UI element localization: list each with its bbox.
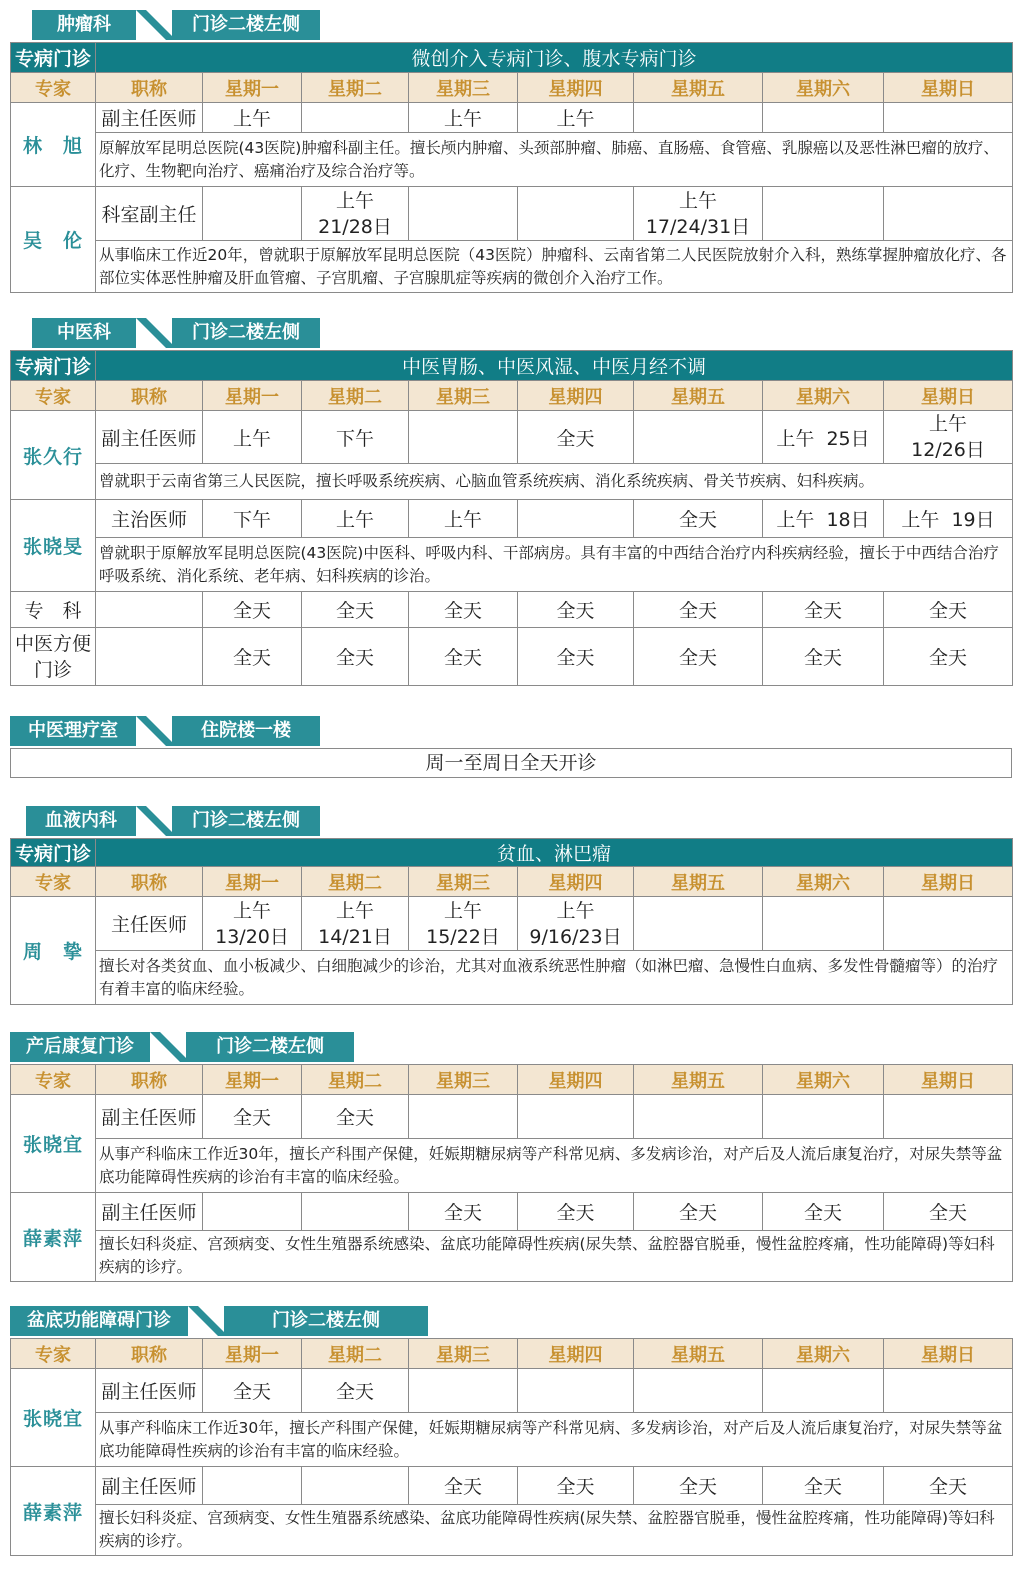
doctor-title: 科室副主任: [96, 187, 203, 241]
slot-fri: 全天: [634, 592, 763, 628]
slot-time: 上午: [556, 899, 595, 922]
slot-tue: 全天: [302, 1095, 409, 1139]
col-thu: 星期四: [518, 1339, 634, 1369]
slot-wed: 上午: [409, 103, 518, 133]
schedule-table: [10, 42, 1013, 293]
special-row: [11, 351, 1013, 381]
slot-time: 上午: [335, 189, 374, 212]
slot-wed: 全天: [409, 592, 518, 628]
slot-sun: [884, 897, 1013, 951]
col-tue: 星期二: [302, 1339, 409, 1369]
slot-fri: 全天: [634, 500, 763, 538]
open-note: 周一至周日全天开诊: [10, 748, 1012, 778]
col-title: 职称: [96, 867, 203, 897]
slot-dates: 15/22日: [426, 925, 500, 948]
schedule-table: [10, 838, 1013, 1005]
doctor-title: 副主任医师: [96, 1193, 203, 1231]
table-row: [11, 411, 1013, 464]
slot-wed: [409, 411, 518, 464]
col-sat: 星期六: [763, 381, 884, 411]
slot-tue: [302, 103, 409, 133]
doctor-name: 吴 伦: [11, 187, 96, 293]
section-postpartum: [10, 1032, 1012, 1282]
slot-sat: [763, 1095, 884, 1139]
col-mon: 星期一: [203, 381, 302, 411]
dept-label: 产后康复门诊: [10, 1032, 150, 1062]
location-label: 门诊二楼左侧: [186, 1032, 354, 1062]
slot-sat: 全天: [763, 592, 884, 628]
slot-sat: [763, 187, 884, 241]
slot-sun: 全天: [884, 1467, 1013, 1505]
doctor-title: 副主任医师: [96, 411, 203, 464]
special-value: 贫血、淋巴瘤: [96, 839, 1013, 867]
table-row: [11, 1095, 1013, 1139]
col-thu: 星期四: [518, 1065, 634, 1095]
slot-sun: [884, 103, 1013, 133]
col-sat: 星期六: [763, 867, 884, 897]
slot-sun: [884, 411, 1013, 464]
slot-tue: [302, 897, 409, 951]
doctor-desc: 从事临床工作近20年，曾就职于原解放军昆明总医院（43医院）肿瘤科、云南省第二人民医院放射介入科，熟练掌握肿瘤放化疗、各部位实体恶性肿瘤及肝血管瘤、子宫肌瘤、子宫腺肌症等疾病的微创介入治疗工作。: [96, 241, 1013, 293]
doctor-title: 副主任医师: [96, 1095, 203, 1139]
slot-thu: 全天: [518, 592, 634, 628]
col-title: 职称: [96, 1339, 203, 1369]
header-row: [11, 1065, 1013, 1095]
doctor-desc: 曾就职于原解放军昆明总医院(43医院)中医科、呼吸内科、干部病房。具有丰富的中西结合治疗内科疾病经验，擅长于中西结合治疗呼吸系统、消化系统、老年病、妇科疾病的诊治。: [96, 538, 1013, 592]
slot-tue: [302, 1467, 409, 1505]
slot-time: 上午: [335, 899, 374, 922]
slot-fri: [634, 897, 763, 951]
slot-sat: [763, 103, 884, 133]
col-sun: 星期日: [884, 1339, 1013, 1369]
slot-fri: [634, 1369, 763, 1413]
desc-row: [11, 538, 1013, 592]
doctor-name: 张久行: [11, 411, 96, 500]
doctor-name: 薛素萍: [11, 1193, 96, 1282]
location-label: 门诊二楼左侧: [172, 318, 320, 348]
slot-fri: [634, 103, 763, 133]
header-row: [11, 381, 1013, 411]
doctor-title: 副主任医师: [96, 1467, 203, 1505]
col-fri: 星期五: [634, 381, 763, 411]
slot-wed: [409, 897, 518, 951]
slot-sun: 全天: [884, 628, 1013, 686]
slot-fri: 全天: [634, 628, 763, 686]
slot-fri: 全天: [634, 1467, 763, 1505]
slot-mon: 上午: [203, 103, 302, 133]
col-wed: 星期三: [409, 73, 518, 103]
row-name: [11, 628, 96, 686]
dept-label: 中医科: [32, 318, 136, 348]
col-thu: 星期四: [518, 867, 634, 897]
table-row: [11, 500, 1013, 538]
col-fri: 星期五: [634, 867, 763, 897]
desc-row: [11, 1413, 1013, 1467]
slot-tue: 上午: [302, 500, 409, 538]
dept-label: 中医理疗室: [10, 716, 136, 746]
slot-thu: 全天: [518, 1467, 634, 1505]
desc-row: [11, 241, 1013, 293]
special-value: 微创介入专病门诊、腹水专病门诊: [96, 43, 1013, 73]
slot-tue: [302, 187, 409, 241]
slot-dates: 21/28日: [318, 215, 392, 238]
desc-row: [11, 1231, 1013, 1282]
slot-mon: [203, 1193, 302, 1231]
col-thu: 星期四: [518, 381, 634, 411]
special-label: 专病门诊: [11, 839, 96, 867]
slot-thu: [518, 500, 634, 538]
slot-dates: 17/24/31日: [645, 215, 751, 238]
slot-time: 上午: [929, 413, 968, 435]
slot-mon: 上午: [203, 411, 302, 464]
doctor-title: 副主任医师: [96, 1369, 203, 1413]
col-expert: 专家: [11, 1065, 96, 1095]
col-tue: 星期二: [302, 381, 409, 411]
slot-mon: 下午: [203, 500, 302, 538]
schedule-table: [10, 1064, 1013, 1282]
schedule-table: [10, 350, 1013, 686]
location-label: 住院楼一楼: [172, 716, 320, 746]
section-tcm-therapy: [10, 716, 1012, 778]
location-label: 门诊二楼左侧: [172, 10, 320, 40]
section-tab: [10, 1306, 1012, 1338]
doctor-name: 张晓宜: [11, 1095, 96, 1193]
header-row: [11, 1339, 1013, 1369]
row-name-line1: 中医方便: [14, 632, 91, 655]
col-fri: 星期五: [634, 1339, 763, 1369]
doctor-title: 主治医师: [96, 500, 203, 538]
section-tab: [10, 318, 1012, 350]
doctor-name: 林 旭: [11, 103, 96, 187]
doctor-desc: 从事产科临床工作近30年，擅长产科围产保健，妊娠期糖尿病等产科常见病、多发病诊治，对产后及人流后康复治疗，对尿失禁等盆底功能障碍性疾病的诊治有丰富的临床经验。: [96, 1413, 1013, 1467]
slot-sun: [884, 1369, 1013, 1413]
doctor-desc: 原解放军昆明总医院(43医院)肿瘤科副主任。擅长颅内肿瘤、头颈部肿瘤、肺癌、直肠癌、食管癌、乳腺癌以及恶性淋巴瘤的放疗、化疗、生物靶向治疗、癌痛治疗及综合治疗等。: [96, 133, 1013, 187]
desc-row: [11, 1505, 1013, 1556]
table-row: [11, 1369, 1013, 1413]
table-row: [11, 592, 1013, 628]
slot-sat: 上午 18日: [763, 500, 884, 538]
slot-wed: 全天: [409, 1467, 518, 1505]
col-expert: 专家: [11, 867, 96, 897]
doctor-desc: 擅长妇科炎症、宫颈病变、女性生殖器系统感染、盆底功能障碍性疾病(尿失禁、盆腔器官脱垂，慢性盆腔疼痛，性功能障碍)等妇科疾病的诊疗。: [96, 1505, 1013, 1556]
slot-sun: 全天: [884, 1193, 1013, 1231]
slot-sun: 全天: [884, 592, 1013, 628]
slot-time: 上午: [678, 189, 717, 212]
slot-tue: [302, 1193, 409, 1231]
section-tcm: [10, 318, 1012, 686]
slot-thu: [518, 1095, 634, 1139]
slot-mon: [203, 187, 302, 241]
col-wed: 星期三: [409, 867, 518, 897]
section-oncology: [10, 10, 1012, 293]
doctor-name: 张晓旻: [11, 500, 96, 592]
slot-sun: [884, 1095, 1013, 1139]
slot-dates: 14/21日: [318, 925, 392, 948]
col-title: 职称: [96, 73, 203, 103]
dept-label: 盆底功能障碍门诊: [10, 1306, 188, 1336]
table-row: [11, 103, 1013, 133]
slot-tue: 下午: [302, 411, 409, 464]
header-row: [11, 73, 1013, 103]
slot-sat: 全天: [763, 628, 884, 686]
doctor-desc: 擅长对各类贫血、血小板减少、白细胞减少的诊治，尤其对血液系统恶性肿瘤（如淋巴瘤、急慢性白血病、多发性骨髓瘤等）的治疗有着丰富的临床经验。: [96, 951, 1013, 1005]
col-expert: 专家: [11, 381, 96, 411]
col-fri: 星期五: [634, 1065, 763, 1095]
slot-time: 上午: [443, 899, 482, 922]
slot-thu: 上午: [518, 103, 634, 133]
col-wed: 星期三: [409, 1339, 518, 1369]
special-row: [11, 43, 1013, 73]
doctor-name: 薛素萍: [11, 1467, 96, 1556]
col-mon: 星期一: [203, 73, 302, 103]
col-sat: 星期六: [763, 1339, 884, 1369]
special-label: 专病门诊: [11, 43, 96, 73]
col-mon: 星期一: [203, 1065, 302, 1095]
slot-wed: [409, 187, 518, 241]
slot-tue: 全天: [302, 1369, 409, 1413]
section-hematology: [10, 806, 1012, 1005]
slot-thu: [518, 1369, 634, 1413]
col-title: 职称: [96, 1065, 203, 1095]
slot-mon: 全天: [203, 628, 302, 686]
doctor-name: 周 挚: [11, 897, 96, 1005]
table-row: [11, 897, 1013, 951]
slot-thu: [518, 187, 634, 241]
slot-mon: [203, 1467, 302, 1505]
dept-label: 肿瘤科: [32, 10, 136, 40]
col-mon: 星期一: [203, 867, 302, 897]
special-row: [11, 839, 1013, 867]
slot-mon: [203, 897, 302, 951]
col-wed: 星期三: [409, 1065, 518, 1095]
slot-dates: 9/16/23日: [529, 925, 622, 948]
desc-row: [11, 951, 1013, 1005]
slot-sun: [884, 187, 1013, 241]
slot-dates: 13/20日: [215, 925, 289, 948]
col-tue: 星期二: [302, 867, 409, 897]
slot-tue: 全天: [302, 592, 409, 628]
slot-wed: 全天: [409, 628, 518, 686]
slot-time: 上午: [232, 899, 271, 922]
doctor-title: 主任医师: [96, 897, 203, 951]
table-row: [11, 1193, 1013, 1231]
col-sat: 星期六: [763, 73, 884, 103]
header-row: [11, 867, 1013, 897]
slot-sat: [763, 1369, 884, 1413]
section-tab: [10, 806, 1012, 838]
special-label: 专病门诊: [11, 351, 96, 381]
slot-sat: 全天: [763, 1467, 884, 1505]
col-sun: 星期日: [884, 73, 1013, 103]
col-expert: 专家: [11, 1339, 96, 1369]
slot-sun: 上午 19日: [884, 500, 1013, 538]
section-pelvic-floor: [10, 1306, 1012, 1556]
col-sat: 星期六: [763, 1065, 884, 1095]
slot-sat: [763, 897, 884, 951]
slot-sat: 上午 25日: [763, 411, 884, 464]
special-value: 中医胃肠、中医风湿、中医月经不调: [96, 351, 1013, 381]
slot-fri: [634, 411, 763, 464]
col-fri: 星期五: [634, 73, 763, 103]
section-tab: [10, 716, 1012, 748]
col-wed: 星期三: [409, 381, 518, 411]
desc-row: [11, 133, 1013, 187]
col-tue: 星期二: [302, 73, 409, 103]
schedule-table: [10, 1338, 1013, 1556]
slot-mon: 全天: [203, 1095, 302, 1139]
slot-wed: [409, 1369, 518, 1413]
row-name-line2: 门诊: [33, 658, 72, 681]
slot-thu: 全天: [518, 411, 634, 464]
location-label: 门诊二楼左侧: [224, 1306, 428, 1336]
slot-wed: [409, 1095, 518, 1139]
slot-fri: [634, 1095, 763, 1139]
slot-wed: 全天: [409, 1193, 518, 1231]
doctor-desc: 曾就职于云南省第三人民医院，擅长呼吸系统疾病、心脑血管系统疾病、消化系统疾病、骨关节疾病、妇科疾病。: [96, 464, 1013, 500]
slot-thu: 全天: [518, 1193, 634, 1231]
col-expert: 专家: [11, 73, 96, 103]
doctor-title: 副主任医师: [96, 103, 203, 133]
doctor-title: [96, 628, 203, 686]
slot-fri: 全天: [634, 1193, 763, 1231]
location-label: 门诊二楼左侧: [172, 806, 320, 836]
table-row: [11, 187, 1013, 241]
slot-thu: [518, 897, 634, 951]
table-row: [11, 628, 1013, 686]
col-title: 职称: [96, 381, 203, 411]
section-tab: [10, 10, 1012, 42]
col-mon: 星期一: [203, 1339, 302, 1369]
col-thu: 星期四: [518, 73, 634, 103]
desc-row: [11, 464, 1013, 500]
dept-label: 血液内科: [26, 806, 136, 836]
col-sun: 星期日: [884, 381, 1013, 411]
doctor-title: [96, 592, 203, 628]
slot-mon: 全天: [203, 592, 302, 628]
col-sun: 星期日: [884, 867, 1013, 897]
slot-mon: 全天: [203, 1369, 302, 1413]
slot-tue: 全天: [302, 628, 409, 686]
slot-dates: 12/26日: [911, 439, 985, 461]
slot-wed: 上午: [409, 500, 518, 538]
row-name: 专 科: [11, 592, 96, 628]
slot-thu: 全天: [518, 628, 634, 686]
doctor-name: 张晓宜: [11, 1369, 96, 1467]
doctor-desc: 从事产科临床工作近30年，擅长产科围产保健，妊娠期糖尿病等产科常见病、多发病诊治，对产后及人流后康复治疗，对尿失禁等盆底功能障碍性疾病的诊治有丰富的临床经验。: [96, 1139, 1013, 1193]
doctor-desc: 擅长妇科炎症、宫颈病变、女性生殖器系统感染、盆底功能障碍性疾病(尿失禁、盆腔器官脱垂，慢性盆腔疼痛，性功能障碍)等妇科疾病的诊疗。: [96, 1231, 1013, 1282]
col-tue: 星期二: [302, 1065, 409, 1095]
desc-row: [11, 1139, 1013, 1193]
table-row: [11, 1467, 1013, 1505]
slot-fri: [634, 187, 763, 241]
section-tab: [10, 1032, 1012, 1064]
col-sun: 星期日: [884, 1065, 1013, 1095]
slot-sat: 全天: [763, 1193, 884, 1231]
